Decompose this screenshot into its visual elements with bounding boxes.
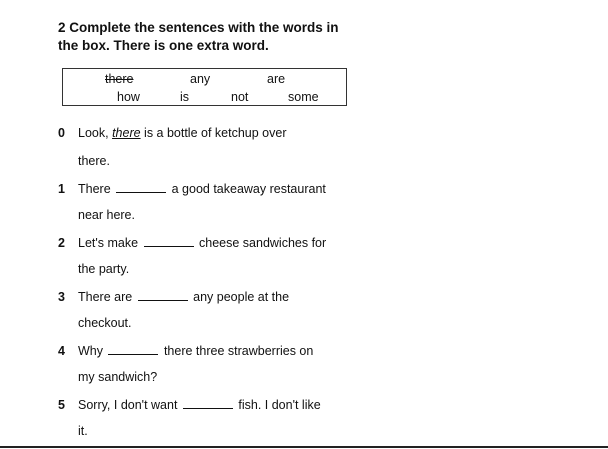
example-answer: there: [112, 126, 141, 140]
item-text-before: Why: [78, 344, 107, 358]
item-text-before: There are: [78, 290, 136, 304]
item-continuation-1: near here.: [78, 208, 135, 222]
item-text-after: there three strawberries on: [160, 344, 314, 358]
item-continuation-4: my sandwich?: [78, 370, 158, 384]
item-text-before: Look,: [78, 126, 113, 140]
word-how: how: [117, 90, 140, 104]
sentence-item-4: [58, 343, 313, 358]
item-number: 0: [58, 126, 65, 140]
word-not: not: [231, 90, 249, 104]
item-text-before: There: [78, 182, 115, 196]
item-text-before: Sorry, I don't want: [78, 398, 181, 412]
sentence-item-3: [58, 289, 289, 304]
word-is: is: [180, 90, 190, 104]
word-box: [62, 68, 347, 106]
sentence-item-5: [58, 397, 321, 412]
answer-blank-1[interactable]: [116, 181, 166, 193]
item-text-after: is a bottle of ketchup over: [140, 126, 287, 140]
item-text-after: cheese sandwiches for: [195, 236, 327, 250]
answer-blank-3[interactable]: [138, 289, 188, 301]
item-continuation-2: the party.: [78, 262, 130, 276]
item-number: 1: [58, 182, 65, 196]
answer-blank-4[interactable]: [108, 343, 158, 355]
item-continuation-5: it.: [78, 424, 88, 438]
item-text-after: any people at the: [189, 290, 290, 304]
item-text-after: fish. I don't like: [234, 398, 321, 412]
word-there-crossed: there: [105, 72, 134, 86]
answer-blank-2[interactable]: [144, 235, 194, 247]
item-number: 3: [58, 290, 65, 304]
sentence-item-1: [58, 181, 326, 196]
sentence-item-0: [58, 126, 286, 140]
item-number: 2: [58, 236, 65, 250]
item-text-before: Let's make: [78, 236, 142, 250]
heading-line-1: 2 Complete the sentences with the words in: [58, 20, 339, 35]
item-number: 5: [58, 398, 65, 412]
word-are: are: [267, 72, 286, 86]
sentence-item-2: [58, 235, 326, 250]
word-some: some: [288, 90, 319, 104]
item-continuation-3: checkout.: [78, 316, 132, 330]
bottom-rule: [0, 446, 608, 448]
heading-line-2: the box. There is one extra word.: [58, 38, 269, 53]
item-number: 4: [58, 344, 65, 358]
exercise-heading: [58, 19, 358, 55]
word-any: any: [190, 72, 211, 86]
answer-blank-5[interactable]: [183, 397, 233, 409]
item-continuation-0: there.: [78, 154, 110, 168]
item-text-after: a good takeaway restaurant: [168, 182, 326, 196]
